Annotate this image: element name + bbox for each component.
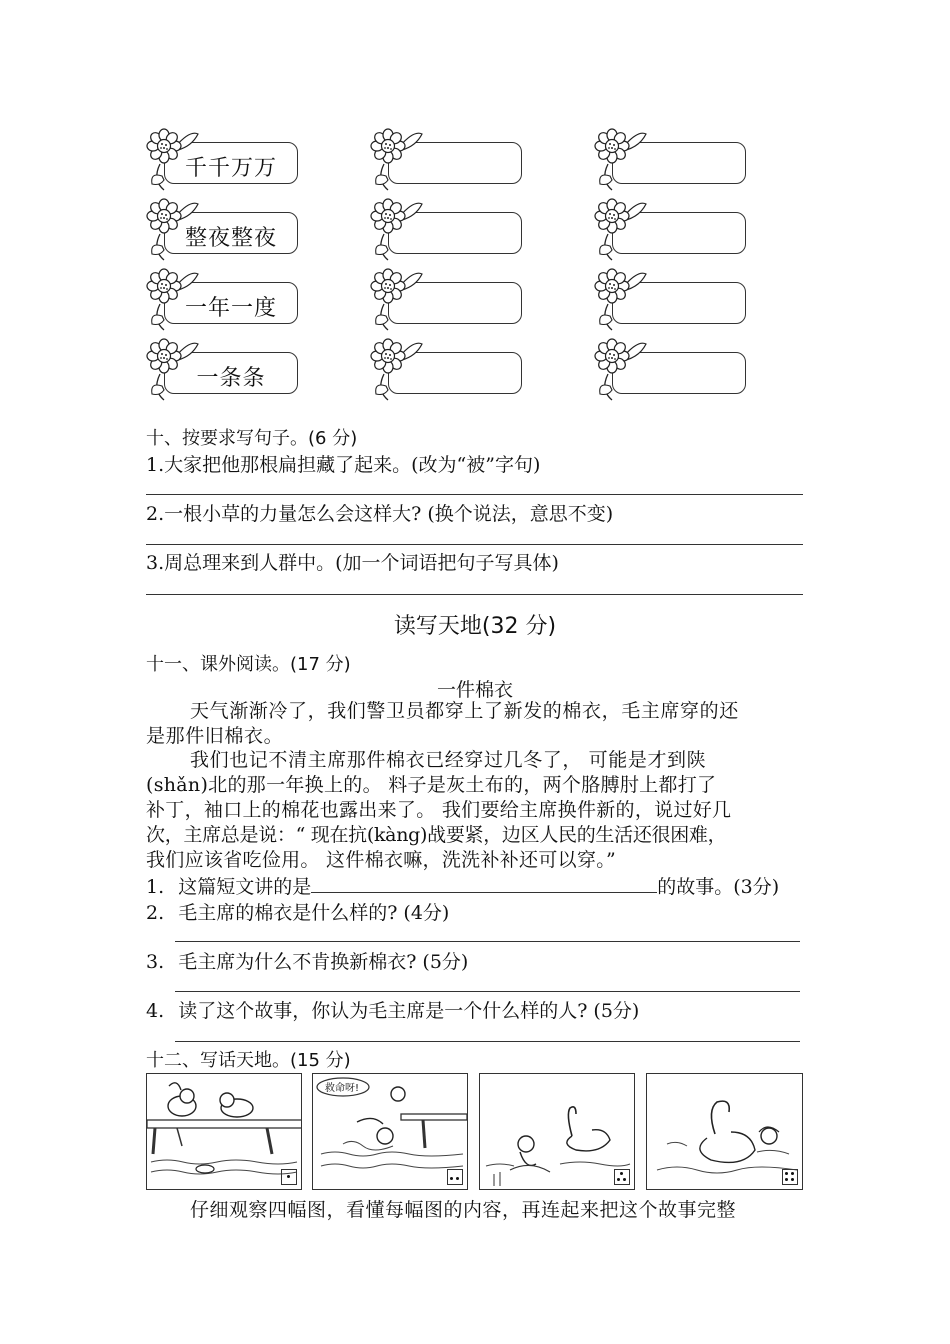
answer-line-q11-2[interactable]	[175, 941, 800, 942]
word-label: 整夜整夜	[184, 226, 277, 251]
q11-question-1	[146, 872, 779, 899]
q10-item-2: 2.一根小草的力量怎么会这样大? (换个说法，意思不变)	[146, 503, 614, 525]
story-line: 我们也记不清主席那件棉衣已经穿过几冬了， 可能是才到陕	[190, 749, 707, 771]
q10-item-3: 3.周总理来到人群中。(加一个词语把句子写具体)	[146, 552, 559, 574]
story-line: 天气渐渐冷了，我们警卫员都穿上了新发的棉衣，毛主席穿的还	[190, 700, 739, 722]
section-11-heading: 十一、课外阅读。(17 分)	[146, 654, 351, 675]
story-paragraph-1	[146, 699, 811, 749]
answer-line-q10-3[interactable]	[146, 594, 803, 595]
flower-word-card[interactable]	[370, 268, 530, 334]
section-10-heading: 十、按要求写句子。(6 分)	[146, 428, 358, 449]
speech-bubble-text: 救命呀!	[325, 1083, 360, 1094]
q-text: 的故事。(3分)	[657, 876, 780, 898]
answer-line-q11-4[interactable]	[175, 1041, 800, 1042]
flower-word-card[interactable]	[370, 338, 530, 404]
picture-number-2-icon	[447, 1169, 463, 1185]
flower-word-card	[146, 128, 306, 194]
flower-word-card	[146, 268, 306, 334]
fill-blank[interactable]	[311, 874, 657, 893]
q-text: 读了这个故事，你认为毛主席是一个什么样的人? (5分)	[178, 1000, 640, 1022]
picture-number-3-icon	[614, 1169, 630, 1185]
answer-line-q10-2[interactable]	[146, 544, 803, 545]
story-picture-1	[146, 1073, 302, 1190]
word-label: 一条条	[196, 366, 266, 391]
answer-line-q11-3[interactable]	[175, 991, 800, 992]
story-paragraph-2	[146, 748, 811, 873]
flower-word-card[interactable]	[594, 268, 754, 334]
story-picture-3	[479, 1073, 635, 1190]
word-label: 一年一度	[184, 296, 277, 321]
flower-word-card[interactable]	[594, 338, 754, 404]
q10-item-1: 1.大家把他那根扁担藏了起来。(改为“被”字句)	[146, 454, 541, 476]
q11-question-3	[146, 947, 468, 974]
answer-line-q10-1[interactable]	[146, 494, 803, 495]
story-line: 补丁，袖口上的棉花也露出来了。 我们要给主席换件新的，说过好几	[146, 799, 732, 821]
q-number: 1.	[146, 876, 165, 898]
writing-instruction: 仔细观察四幅图，看懂每幅图的内容，再连起来把这个故事完整	[190, 1199, 737, 1221]
picture-number-1-icon	[281, 1169, 297, 1185]
q11-question-2	[146, 898, 449, 925]
cats-on-bridge-illustration	[147, 1074, 302, 1190]
flower-word-card	[146, 338, 306, 404]
story-line: (shǎn)北的那一年换上的。 料子是灰土布的，两个胳膊肘上都打了	[146, 774, 717, 796]
kitten-falling-in-water-illustration	[313, 1074, 468, 1190]
story-line: 次，主席总是说：“ 现在抗(kàng)战要紧，边区人民的生活还很困难，	[146, 824, 727, 846]
story-picture-4	[646, 1073, 803, 1190]
flower-word-card[interactable]	[594, 198, 754, 264]
word-label: 千千万万	[184, 156, 277, 181]
flower-word-card	[146, 198, 306, 264]
q-number: 3.	[146, 951, 165, 973]
flower-word-card[interactable]	[370, 128, 530, 194]
story-picture-2	[312, 1073, 468, 1190]
story-title: 一件棉衣	[436, 679, 513, 701]
part-title: 读写天地(32 分)	[393, 614, 557, 639]
flower-word-card[interactable]	[594, 128, 754, 194]
q-number: 4.	[146, 1000, 165, 1022]
section-12-heading: 十二、写话天地。(15 分)	[146, 1050, 351, 1071]
flower-word-card[interactable]	[370, 198, 530, 264]
q-number: 2.	[146, 902, 165, 924]
q-text: 毛主席为什么不肯换新棉衣? (5分)	[178, 951, 469, 973]
story-line: 是那件旧棉衣。	[146, 725, 284, 747]
picture-number-4-icon	[782, 1169, 798, 1185]
story-line: 我们应该省吃俭用。 这件棉衣嘛，洗洗补补还可以穿。”	[146, 849, 617, 871]
q11-question-4	[146, 996, 639, 1023]
q-text: 这篇短文讲的是	[178, 876, 312, 898]
swan-and-kitten-illustration	[480, 1074, 635, 1190]
q-text: 毛主席的棉衣是什么样的? (4分)	[178, 902, 450, 924]
swan-rescues-kitten-illustration	[647, 1074, 803, 1190]
